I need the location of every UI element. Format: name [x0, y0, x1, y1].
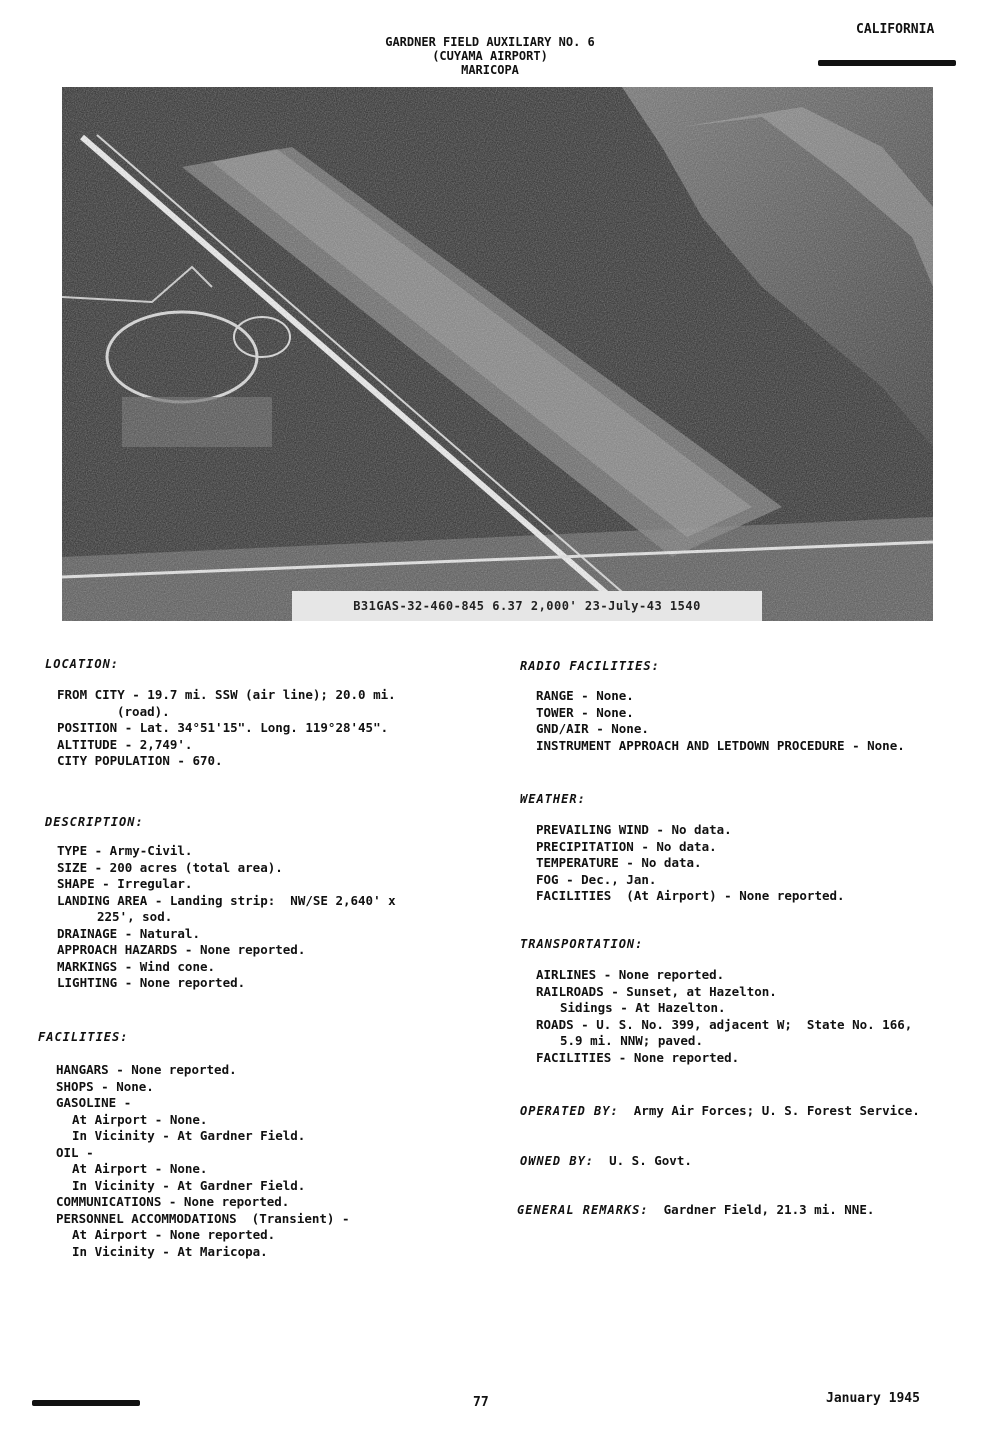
facilities-line: SHOPS - None.	[56, 1078, 154, 1094]
transportation-line: RAILROADS - Sunset, at Hazelton.	[536, 983, 777, 999]
weather-section	[520, 792, 980, 905]
facilities-line: At Airport - None.	[72, 1111, 208, 1127]
description-line: TYPE - Army-Civil.	[57, 843, 193, 858]
operated-by-row	[520, 1103, 920, 1120]
operated-by-value: Army Air Forces; U. S. Forest Service.	[633, 1103, 920, 1118]
general-remarks-row	[517, 1202, 874, 1219]
facilities-line: At Airport - None reported.	[72, 1227, 276, 1242]
transportation-line: ROADS - U. S. No. 399, adjacent W; State No. 166,	[536, 1016, 913, 1032]
location-line: FROM CITY - 19.7 mi. SSW (air line); 20.0 mi.	[57, 687, 396, 702]
owned-by-label: OWNED BY:	[520, 1154, 595, 1168]
weather-line: FOG - Dec., Jan.	[536, 871, 657, 887]
description-line: LANDING AREA - Landing strip: NW/SE 2,640' x	[57, 892, 396, 908]
description-line: LIGHTING - None reported.	[57, 975, 246, 990]
general-remarks-label: GENERAL REMARKS:	[517, 1203, 649, 1217]
facilities-line: PERSONNEL ACCOMMODATIONS (Transient) -	[56, 1210, 350, 1226]
weather-line: PRECIPITATION - No data.	[536, 838, 717, 854]
location-line: CITY POPULATION - 670.	[57, 753, 223, 768]
transportation-heading: TRANSPORTATION:	[520, 937, 644, 951]
description-line: SIZE - 200 acres (total area).	[57, 859, 283, 875]
general-remarks-value: Gardner Field, 21.3 mi. NNE.	[663, 1202, 875, 1217]
transportation-line: 5.9 mi. NNW; paved.	[560, 1033, 703, 1048]
owned-by-value: U. S. Govt.	[609, 1153, 692, 1168]
facilities-heading: FACILITIES:	[38, 1030, 129, 1044]
aerial-photo	[62, 87, 933, 621]
photo-caption: B31GAS-32-460-845 6.37 2,000' 23-July-43 1540	[292, 591, 762, 621]
title-line-1: GARDNER FIELD AUXILIARY NO. 6	[385, 35, 595, 49]
title-line-3: MARICOPA	[461, 63, 519, 77]
location-line: POSITION - Lat. 34°51'15". Long. 119°28'45".	[57, 720, 389, 735]
weather-line: TEMPERATURE - No data.	[536, 855, 702, 870]
location-line: (road).	[117, 703, 170, 719]
state-label: CALIFORNIA	[856, 22, 935, 37]
title-line-2: (CUYAMA AIRPORT)	[432, 49, 548, 63]
facilities-line: HANGARS - None reported.	[56, 1062, 237, 1077]
weather-line: PREVAILING WIND - No data.	[536, 822, 732, 837]
aerial-photo-image	[62, 87, 933, 621]
description-line: DRAINAGE - Natural.	[57, 925, 200, 941]
redaction-bar-bottom	[32, 1400, 140, 1406]
radio-line: INSTRUMENT APPROACH AND LETDOWN PROCEDURE - None.	[536, 737, 905, 753]
weather-line: FACILITIES (At Airport) - None reported.	[536, 888, 845, 903]
operated-by-label: OPERATED BY:	[520, 1104, 619, 1118]
footer-date: January 1945	[826, 1391, 920, 1406]
owned-by-row	[520, 1153, 692, 1170]
location-heading: LOCATION:	[45, 657, 120, 671]
radio-line: RANGE - None.	[536, 688, 634, 703]
description-section	[45, 815, 485, 992]
transportation-line: FACILITIES - None reported.	[536, 1049, 740, 1065]
facilities-line: In Vicinity - At Gardner Field.	[72, 1128, 306, 1143]
facilities-line: COMMUNICATIONS - None reported.	[56, 1194, 290, 1209]
transportation-section	[520, 937, 980, 1066]
radio-line: GND/AIR - None.	[536, 721, 649, 736]
description-line: MARKINGS - Wind cone.	[57, 958, 216, 974]
location-line: ALTITUDE - 2,749'.	[57, 736, 193, 752]
radio-line: TOWER - None.	[536, 704, 634, 720]
description-line: APPROACH HAZARDS - None reported.	[57, 942, 306, 957]
weather-heading: WEATHER:	[520, 792, 586, 806]
radio-section	[520, 659, 980, 754]
description-line: 225', sod.	[97, 909, 173, 924]
description-line: SHAPE - Irregular.	[57, 876, 193, 891]
page-title	[340, 35, 640, 77]
facilities-line: In Vicinity - At Maricopa.	[72, 1243, 268, 1259]
radio-heading: RADIO FACILITIES:	[520, 659, 660, 673]
transportation-line: Sidings - At Hazelton.	[560, 1000, 726, 1015]
transportation-line: AIRLINES - None reported.	[536, 967, 725, 982]
facilities-line: At Airport - None.	[72, 1161, 208, 1176]
facilities-section	[38, 1030, 488, 1260]
page-number: 77	[473, 1395, 489, 1410]
facilities-line: In Vicinity - At Gardner Field.	[72, 1177, 306, 1193]
facilities-line: OIL -	[56, 1144, 94, 1160]
location-section	[45, 657, 485, 770]
redaction-bar-top	[818, 60, 956, 66]
description-heading: DESCRIPTION:	[45, 815, 144, 829]
facilities-line: GASOLINE -	[56, 1095, 132, 1110]
